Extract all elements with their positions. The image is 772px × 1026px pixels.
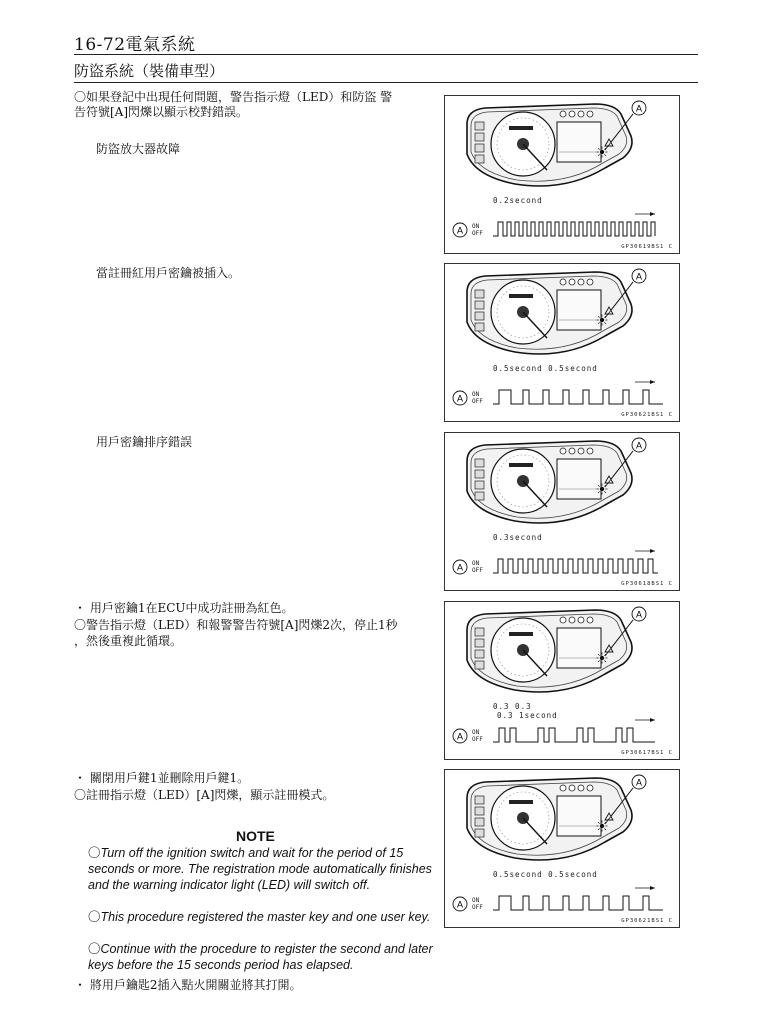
note-item-3 [88, 941, 433, 973]
note-bullet: 〇 [88, 846, 101, 860]
figure-1 [444, 95, 680, 254]
note-text: Turn off the ignition switch and wait for the period of 15 seconds or more. The registration mode automatically finishes and the warning indicator light (LED) will switch off. [88, 846, 432, 892]
on-label: ON [472, 391, 480, 398]
figure-code: GP30621BS1 C [621, 918, 673, 924]
intro-line-2: 告符號[A]閃爍以顯示校對錯誤。 [74, 105, 249, 119]
off-label: OFF [472, 230, 483, 237]
figure-code: GP30618BS1 C [621, 581, 673, 587]
timing-diagram [453, 870, 673, 924]
period-label: 0.5second 0.5second [493, 364, 598, 373]
step1-line-1: ・ 用戶密鑰1在ECU中成功註冊為紅色。 [74, 601, 294, 615]
note-item-2 [88, 909, 433, 925]
instrument-panel-diagram [445, 770, 679, 927]
figure-3 [444, 432, 680, 591]
off-label: OFF [472, 904, 483, 911]
figure-code: GP30621BS1 C [621, 412, 673, 418]
header-rule [74, 54, 698, 55]
off-label: OFF [472, 567, 483, 574]
figure-2 [444, 263, 680, 422]
svg-text:A: A [456, 731, 464, 742]
case-label-red-key-inserted: 當註冊紅用戶密鑰被插入。 [96, 266, 241, 280]
svg-text:A: A [456, 225, 464, 236]
timing-diagram [453, 364, 673, 418]
instrument-panel-diagram [445, 96, 679, 253]
period-label: 0.5second 0.5second [493, 870, 598, 879]
svg-text:A: A [635, 271, 643, 282]
step2-line-1: ・ 關閉用戶鍵1並刪除用戶鍵1。 [74, 771, 250, 785]
svg-text:A: A [456, 899, 464, 910]
note-title: NOTE [236, 828, 275, 844]
period-label: 0.2second [493, 196, 543, 205]
figure-4 [444, 601, 680, 760]
step1-line-3: ，然後重複此循環。 [74, 634, 183, 648]
case-label-amplifier-failure: 防盜放大器故障 [96, 142, 181, 156]
meter-panel-illustration [467, 272, 632, 354]
figure-code: GP30617BS1 C [621, 750, 673, 756]
note-text: This procedure registered the master key and one user key. [100, 910, 431, 924]
instrument-panel-diagram [445, 433, 679, 590]
note-bullet: 〇 [88, 942, 101, 956]
figure-code: GP30619BS1 C [621, 244, 673, 250]
page-title: 16-72電氣系統 [74, 35, 196, 55]
meter-panel-illustration [467, 104, 632, 186]
on-label: ON [472, 897, 480, 904]
meter-panel-illustration [467, 778, 632, 860]
on-label: ON [472, 729, 480, 736]
timing-diagram [453, 702, 673, 756]
timing-diagram [453, 533, 673, 587]
note-item-1 [88, 845, 433, 893]
note-bullet: 〇 [88, 910, 101, 924]
section-title: 防盜系統（裝備車型） [74, 62, 225, 80]
period-label: 0.3 0.3 [493, 702, 532, 711]
case-label-key-order-error: 用戶密鑰排序錯誤 [96, 435, 193, 449]
final-step: ・ 將用戶鑰匙2插入點火開關並將其打開。 [74, 978, 302, 992]
period-label-2: 0.3 1second [497, 711, 558, 720]
note-text: Continue with the procedure to register the second and later keys before the 15 seconds period has elapsed. [88, 942, 433, 972]
off-label: OFF [472, 736, 483, 743]
instrument-panel-diagram [445, 602, 679, 759]
svg-text:A: A [635, 440, 643, 451]
meter-panel-illustration [467, 610, 632, 692]
intro-line-1: 〇如果登記中出現任何問題，警告指示燈（LED）和防盜 警 [74, 90, 393, 104]
svg-text:A: A [635, 103, 643, 114]
timing-diagram [453, 196, 673, 250]
step1-line-2: 〇警告指示燈（LED）和報警警告符號[A]閃爍2次，停止1秒 [74, 618, 398, 632]
section-rule [74, 82, 698, 83]
svg-text:A: A [456, 562, 464, 573]
figure-5 [444, 769, 680, 928]
step2-line-2: 〇註冊指示燈（LED）[A]閃爍，顯示註冊模式。 [74, 788, 335, 802]
instrument-panel-diagram [445, 264, 679, 421]
svg-text:A: A [635, 609, 643, 620]
svg-text:A: A [456, 393, 464, 404]
on-label: ON [472, 560, 480, 567]
on-label: ON [472, 223, 480, 230]
period-label: 0.3second [493, 533, 543, 542]
meter-panel-illustration [467, 441, 632, 523]
off-label: OFF [472, 398, 483, 405]
svg-text:A: A [635, 777, 643, 788]
